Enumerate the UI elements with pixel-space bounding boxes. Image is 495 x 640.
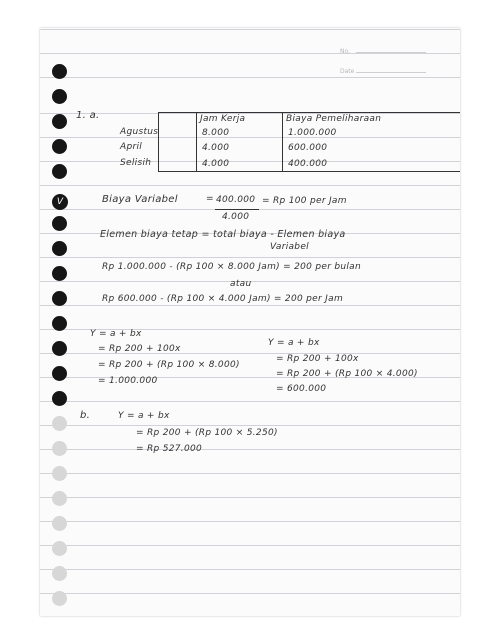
table-cell-jam: 4.000 <box>202 159 230 169</box>
binder-hole <box>52 591 67 606</box>
part-b-label: b. <box>80 410 91 421</box>
table-header-jam: Jam Kerja <box>200 114 246 124</box>
binder-hole <box>52 114 67 129</box>
circled-mark: V <box>52 194 68 210</box>
biaya-variabel-label: Biaya Variabel <box>102 194 178 205</box>
part-b-eq-line: = Rp 527.000 <box>136 444 203 454</box>
binder-hole <box>52 216 67 231</box>
binder-hole <box>52 139 67 154</box>
binder-hole <box>52 566 67 581</box>
left-eq-line: Y = a + bx <box>90 329 142 339</box>
binder-hole <box>52 391 67 406</box>
binder-hole <box>52 291 67 306</box>
binder-hole <box>52 541 67 556</box>
fraction-bar <box>215 209 259 210</box>
biaya-variabel-eq: = <box>206 194 214 204</box>
right-eq-line: = Rp 200 + 100x <box>276 354 359 364</box>
table-cell-biaya: 400.000 <box>288 159 328 169</box>
table-bottom-border <box>158 171 460 172</box>
right-eq-line: Y = a + bx <box>268 338 320 348</box>
left-eq-line: = 1.000.000 <box>98 376 158 386</box>
binder-hole <box>52 89 67 104</box>
table-cell-jam: 8.000 <box>202 128 230 138</box>
table-divider <box>196 112 197 172</box>
table-row-label: Agustus <box>120 127 159 137</box>
table-cell-biaya: 600.000 <box>288 143 328 153</box>
calc-line-1: Rp 1.000.000 - (Rp 100 × 8.000 Jam) = 200 per bulan <box>102 262 362 272</box>
table-cell-jam: 4.000 <box>202 143 230 153</box>
binder-hole <box>52 491 67 506</box>
table-cell-biaya: 1.000.000 <box>288 128 337 138</box>
binder-hole <box>52 516 67 531</box>
table-row-label: Selisih <box>120 158 152 168</box>
binder-hole <box>52 266 67 281</box>
binder-hole <box>52 466 67 481</box>
part-b-eq-line: Y = a + bx <box>118 411 170 421</box>
biaya-variabel-result: = Rp 100 per Jam <box>262 196 347 206</box>
binder-hole <box>52 164 67 179</box>
table-row-label: April <box>120 142 143 152</box>
right-eq-line: = 600.000 <box>276 384 327 394</box>
fraction-denominator: 4.000 <box>222 212 250 222</box>
no-label: No. <box>340 48 350 55</box>
fraction-numerator: 400.000 <box>216 195 256 205</box>
right-eq-line: = Rp 200 + (Rp 100 × 4.000) <box>276 369 418 379</box>
elemen-biaya-variabel: Variabel <box>270 242 309 252</box>
binder-hole <box>52 241 67 256</box>
left-eq-line: = Rp 200 + 100x <box>98 344 181 354</box>
no-field <box>340 48 350 55</box>
binder-hole <box>52 416 67 431</box>
part-a-label: 1. a. <box>76 110 100 121</box>
binder-hole <box>52 64 67 79</box>
table-divider <box>282 112 283 172</box>
table-divider <box>158 112 159 172</box>
calc-line-2: Rp 600.000 - (Rp 100 × 4.000 Jam) = 200 per Jam <box>102 294 344 304</box>
date-label: Date <box>340 68 355 75</box>
atau-text: atau <box>230 279 252 289</box>
binder-hole <box>52 341 67 356</box>
part-b-eq-line: = Rp 200 + (Rp 100 × 5.250) <box>136 428 278 438</box>
date-field <box>340 68 354 75</box>
notebook-page <box>40 28 460 616</box>
binder-hole <box>52 366 67 381</box>
left-eq-line: = Rp 200 + (Rp 100 × 8.000) <box>98 360 240 370</box>
table-header-biaya: Biaya Pemeliharaan <box>286 114 382 124</box>
elemen-biaya-tetap: Elemen biaya tetap = total biaya - Elemen biaya <box>100 229 346 240</box>
table-top-border <box>158 112 460 113</box>
binder-hole <box>52 441 67 456</box>
binder-hole <box>52 316 67 331</box>
